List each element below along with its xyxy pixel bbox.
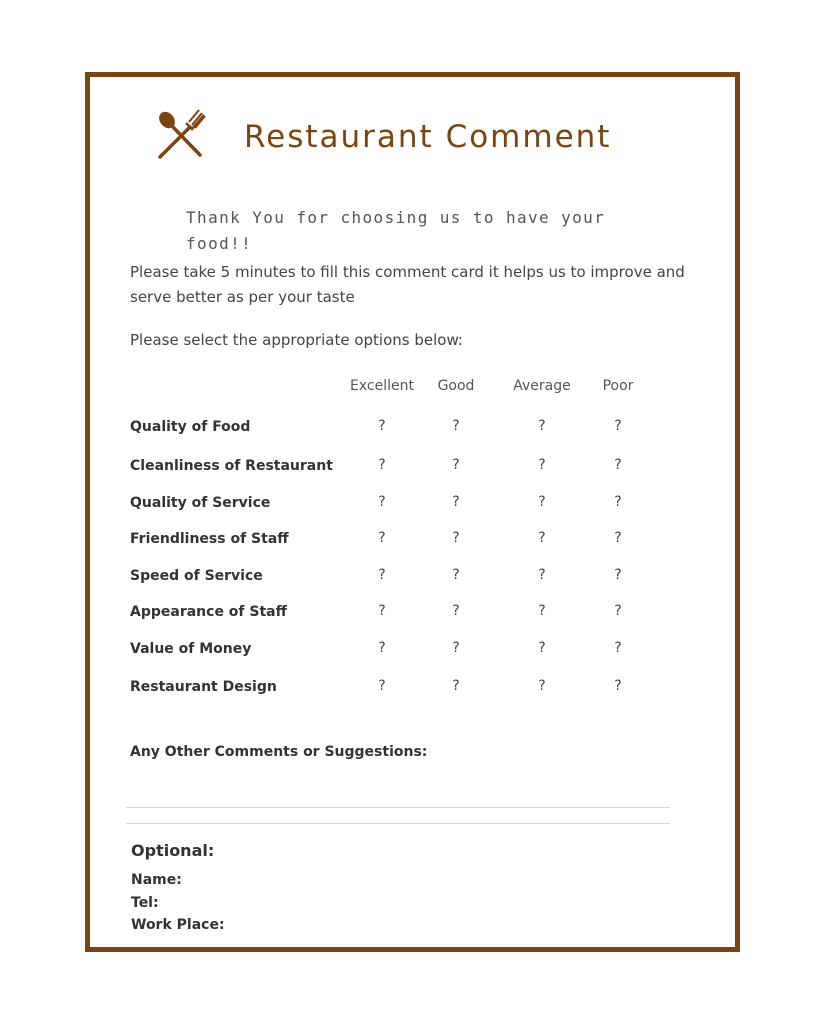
workplace-field-label: Work Place: xyxy=(131,917,225,933)
rating-option-poor[interactable]: ? xyxy=(614,418,622,434)
rating-row-label: Speed of Service xyxy=(130,568,263,584)
comment-card xyxy=(85,72,740,952)
rating-option-good[interactable]: ? xyxy=(452,457,460,473)
rating-option-poor[interactable]: ? xyxy=(614,640,622,656)
comments-line-2[interactable] xyxy=(126,823,670,824)
rating-option-poor[interactable]: ? xyxy=(614,567,622,583)
rating-option-excellent[interactable]: ? xyxy=(378,418,386,434)
rating-option-poor[interactable]: ? xyxy=(614,530,622,546)
rating-option-excellent[interactable]: ? xyxy=(378,530,386,546)
rating-option-good[interactable]: ? xyxy=(452,678,460,694)
rating-row-label: Appearance of Staff xyxy=(130,604,287,620)
rating-option-poor[interactable]: ? xyxy=(614,603,622,619)
rating-option-good[interactable]: ? xyxy=(452,640,460,656)
rating-row-label: Cleanliness of Restaurant xyxy=(130,458,333,474)
column-header-excellent: Excellent xyxy=(350,378,414,394)
rating-row-label: Quality of Food xyxy=(130,419,251,435)
thank-you-banner xyxy=(186,205,656,253)
select-prompt: Please select the appropriate options below: xyxy=(130,331,463,349)
intro-text: Please take 5 minutes to fill this comment card it helps us to improve and serve better as per your taste xyxy=(130,263,685,306)
page-title: Restaurant Comment xyxy=(244,119,612,155)
rating-option-excellent[interactable]: ? xyxy=(378,457,386,473)
rating-row-label: Friendliness of Staff xyxy=(130,531,289,547)
thank-you-text: Thank You for choosing us to have your food!! xyxy=(186,208,606,253)
comments-label: Any Other Comments or Suggestions: xyxy=(130,744,428,760)
comments-line-1[interactable] xyxy=(126,807,670,808)
rating-row-label: Restaurant Design xyxy=(130,679,277,695)
rating-option-excellent[interactable]: ? xyxy=(378,603,386,619)
tel-field-label: Tel: xyxy=(131,895,159,911)
rating-option-excellent[interactable]: ? xyxy=(378,678,386,694)
rating-option-average[interactable]: ? xyxy=(538,603,546,619)
fork-and-spoon-icon xyxy=(150,105,210,165)
rating-option-average[interactable]: ? xyxy=(538,457,546,473)
rating-option-average[interactable]: ? xyxy=(538,678,546,694)
rating-option-good[interactable]: ? xyxy=(452,418,460,434)
column-header-poor: Poor xyxy=(602,378,634,394)
rating-option-average[interactable]: ? xyxy=(538,640,546,656)
rating-option-excellent[interactable]: ? xyxy=(378,640,386,656)
rating-option-excellent[interactable]: ? xyxy=(378,494,386,510)
rating-option-excellent[interactable]: ? xyxy=(378,567,386,583)
optional-title: Optional: xyxy=(131,841,215,860)
rating-row-label: Quality of Service xyxy=(130,495,271,511)
rating-option-poor[interactable]: ? xyxy=(614,457,622,473)
rating-row-label: Value of Money xyxy=(130,641,252,657)
rating-option-good[interactable]: ? xyxy=(452,567,460,583)
rating-option-good[interactable]: ? xyxy=(452,530,460,546)
rating-option-average[interactable]: ? xyxy=(538,530,546,546)
rating-option-average[interactable]: ? xyxy=(538,494,546,510)
rating-option-poor[interactable]: ? xyxy=(614,678,622,694)
rating-option-average[interactable]: ? xyxy=(538,418,546,434)
column-header-average: Average xyxy=(513,378,571,394)
name-field-label: Name: xyxy=(131,872,182,888)
rating-option-good[interactable]: ? xyxy=(452,603,460,619)
rating-option-good[interactable]: ? xyxy=(452,494,460,510)
rating-option-average[interactable]: ? xyxy=(538,567,546,583)
rating-option-poor[interactable]: ? xyxy=(614,494,622,510)
column-header-good: Good xyxy=(437,378,475,394)
